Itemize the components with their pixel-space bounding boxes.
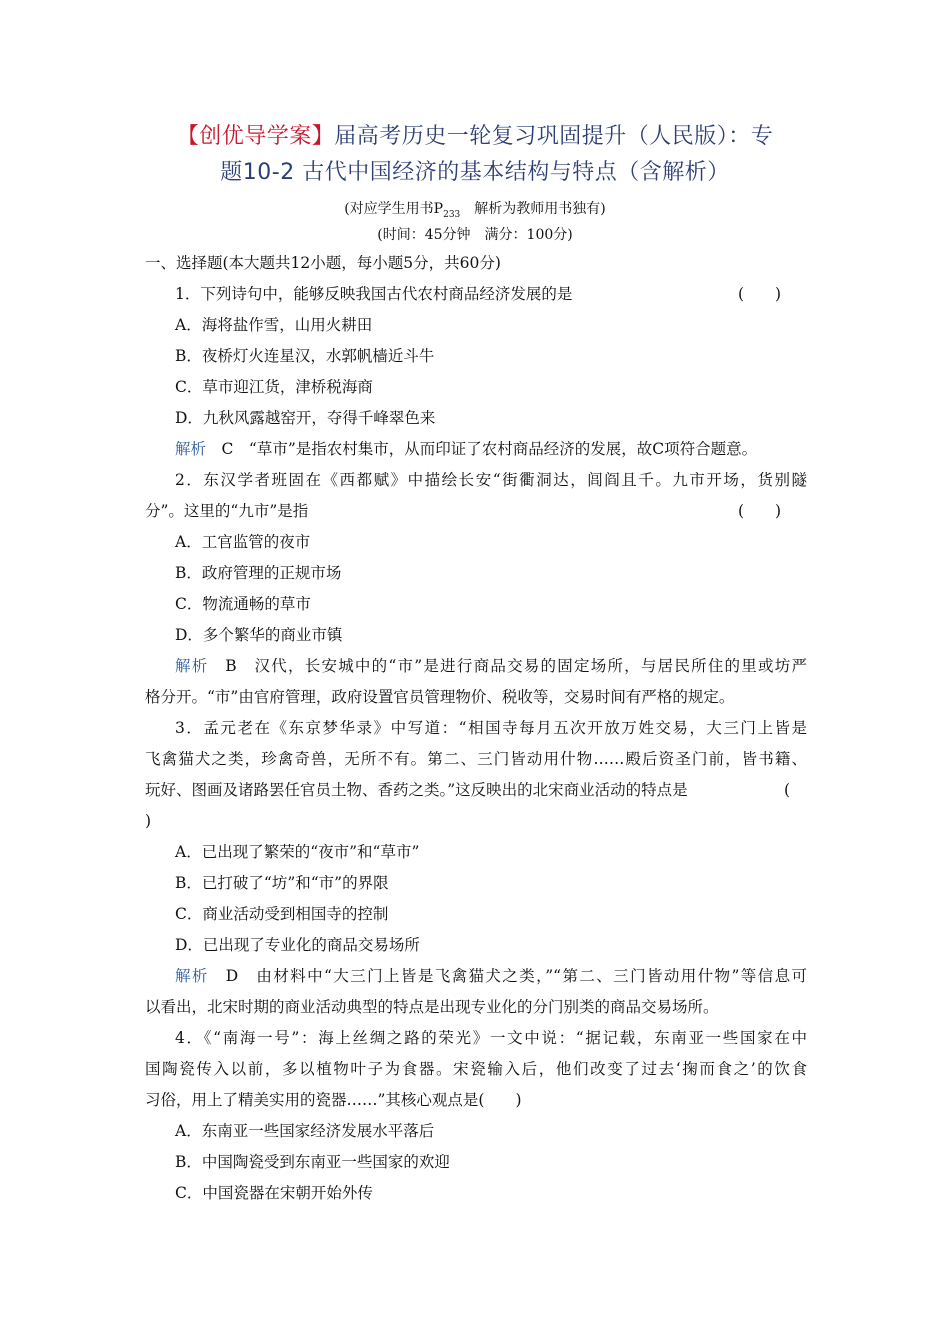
question-2-stem-line-2: 分”。这里的“九市”是指	[145, 502, 309, 520]
question-4-stem-line-2: 国陶瓷传入以前，多以植物叶子为食器。宋瓷输入后，他们改变了过去‘掬而食之’的饮食	[145, 1060, 807, 1078]
time-score-note: (时间：45分钟 满分：100分)	[377, 227, 573, 243]
question-3-option-d: D．已出现了专业化的商品交易场所	[175, 936, 420, 954]
document-title-line-1	[120, 122, 830, 152]
question-2-answer-blank: ( )	[738, 502, 782, 520]
question-4-stem-line-3: 习俗，用上了精美实用的瓷器……”其核心观点是( )	[145, 1091, 522, 1109]
question-4-option-a: A．东南亚一些国家经济发展水平落后	[175, 1122, 435, 1140]
question-1-analysis	[175, 438, 807, 460]
analysis-label: 解析	[175, 440, 207, 458]
question-2-option-c: C．物流通畅的草市	[175, 595, 311, 613]
document-title-line-2: 题10-2 古代中国经济的基本结构与特点（含解析）	[220, 160, 730, 185]
title-bracket: 【创优导学案】	[176, 124, 335, 149]
question-4-stem-line-1: 4．《“南海一号”：海上丝绸之路的荣光》一文中说：“据记载，东南亚一些国家在中	[175, 1029, 807, 1047]
question-2-analysis-line-1	[175, 655, 807, 677]
question-4-option-b: B．中国陶瓷受到东南亚一些国家的欢迎	[175, 1153, 450, 1171]
question-2-analysis-line-2: 格分开。“市”由官府管理，政府设置官员管理物价、税收等，交易时间有严格的规定。	[145, 688, 735, 706]
question-4-option-c: C．中国瓷器在宋朝开始外传	[175, 1184, 373, 1202]
question-2-option-d: D．多个繁华的商业市镇	[175, 626, 343, 644]
question-3-analysis-line-1	[175, 965, 807, 987]
analysis-text: B 汉代，长安城中的“市”是进行商品交易的固定场所，与居民所住的里或坊严	[225, 657, 807, 675]
question-3-answer-blank-close: )	[145, 812, 152, 830]
note-text-2: 解析为教师用书独有)	[460, 201, 606, 217]
analysis-text: D 由材料中“大三门上皆是飞禽猫犬之类，”“第二、三门皆动用什物”等信息可	[225, 967, 807, 985]
note-page-sub: 233	[443, 209, 461, 220]
question-2-option-b: B．政府管理的正规市场	[175, 564, 342, 582]
question-1-option-d: D．九秋风露越窑开，夺得千峰翠色来	[175, 409, 436, 427]
question-1-option-b: B．夜桥灯火连星汉，水郭帆樯近斗牛	[175, 347, 435, 365]
question-3-option-c: C．商业活动受到相国寺的控制	[175, 905, 389, 923]
question-3-option-b: B．已打破了“坊”和“市”的界限	[175, 874, 389, 892]
question-3-analysis-line-2: 以看出，北宋时期的商业活动典型的特点是出现专业化的分门别类的商品交易场所。	[145, 998, 719, 1016]
analysis-text: C “草市”是指农村集市，从而印证了农村商品经济的发展，故C项符合题意。	[221, 440, 758, 458]
question-3-option-a: A．已出现了繁荣的“夜市”和“草市”	[175, 843, 420, 861]
question-2-option-a: A．工官监管的夜市	[175, 533, 311, 551]
question-3-stem-line-3: 玩好、图画及诸路罢任官员土物、香药之类。”这反映出的北宋商业活动的特点是	[145, 781, 688, 799]
question-3-stem-line-2: 飞禽猫犬之类，珍禽奇兽，无所不有。第二、三门皆动用什物……殿后资圣门前，皆书籍、	[145, 750, 807, 768]
question-3-stem-line-1: 3．孟元老在《东京梦华录》中写道：“相国寺每月五次开放万姓交易，大三门上皆是	[175, 719, 807, 737]
analysis-label: 解析	[175, 657, 209, 675]
question-1-option-c: C．草市迎江货，津桥税海商	[175, 378, 373, 396]
question-1-stem: 1．下列诗句中，能够反映我国古代农村商品经济发展的是	[175, 285, 573, 303]
question-2-stem-line-1: 2．东汉学者班固在《西都赋》中描绘长安“街衢洞达，闾阎且千。九市开场，货别隧	[175, 471, 807, 489]
question-1-option-a: A．海将盐作雪，山用火耕田	[175, 316, 373, 334]
question-1-answer-blank: ( )	[738, 285, 782, 303]
title-text: 届高考历史一轮复习巩固提升（人民版）：专	[334, 124, 774, 149]
question-3-answer-blank-open: (	[784, 781, 791, 799]
analysis-label: 解析	[175, 967, 209, 985]
note-text: (对应学生用书P	[344, 201, 444, 217]
book-reference-note	[150, 198, 800, 226]
section-heading: 一、选择题(本大题共12小题，每小题5分，共60分)	[145, 254, 501, 272]
